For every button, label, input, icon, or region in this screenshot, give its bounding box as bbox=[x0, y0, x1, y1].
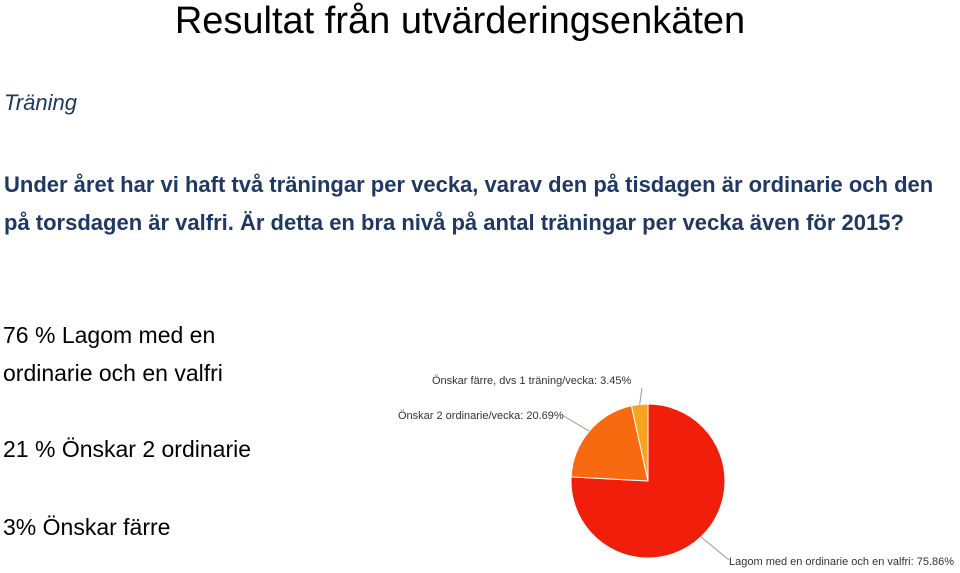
result-fewer: 3% Önskar färre bbox=[3, 514, 171, 540]
slice-label-lagom: Lagom med en ordinarie och en valfri: 75.86% bbox=[729, 556, 955, 568]
slice-label-two-ordinary: Önskar 2 ordinarie/vecka: 20.69% bbox=[398, 410, 564, 422]
pie-slices bbox=[571, 404, 725, 558]
result-lagom: 76 % Lagom med en ordinarie och en valfri bbox=[3, 322, 223, 386]
section-heading: Träning bbox=[4, 90, 77, 115]
result-two-ordinary: 21 % Önskar 2 ordinarie bbox=[3, 436, 252, 462]
page-title: Resultat från utvärderingsenkäten bbox=[174, 0, 746, 42]
survey-question: Under året har vi haft två träningar per vecka, varav den på tisdagen är ordinarie och den på torsdagen är valfri. Är detta en bra nivå på antal träningar per vecka även för 2015? bbox=[4, 172, 934, 235]
leader-line-two-ordinary bbox=[562, 415, 589, 431]
slice-label-fewer: Önskar färre, dvs 1 träning/vecka: 3.45% bbox=[432, 375, 632, 387]
leader-line-lagom bbox=[701, 537, 729, 560]
leader-line-fewer bbox=[640, 388, 642, 404]
pie-chart bbox=[380, 360, 960, 573]
